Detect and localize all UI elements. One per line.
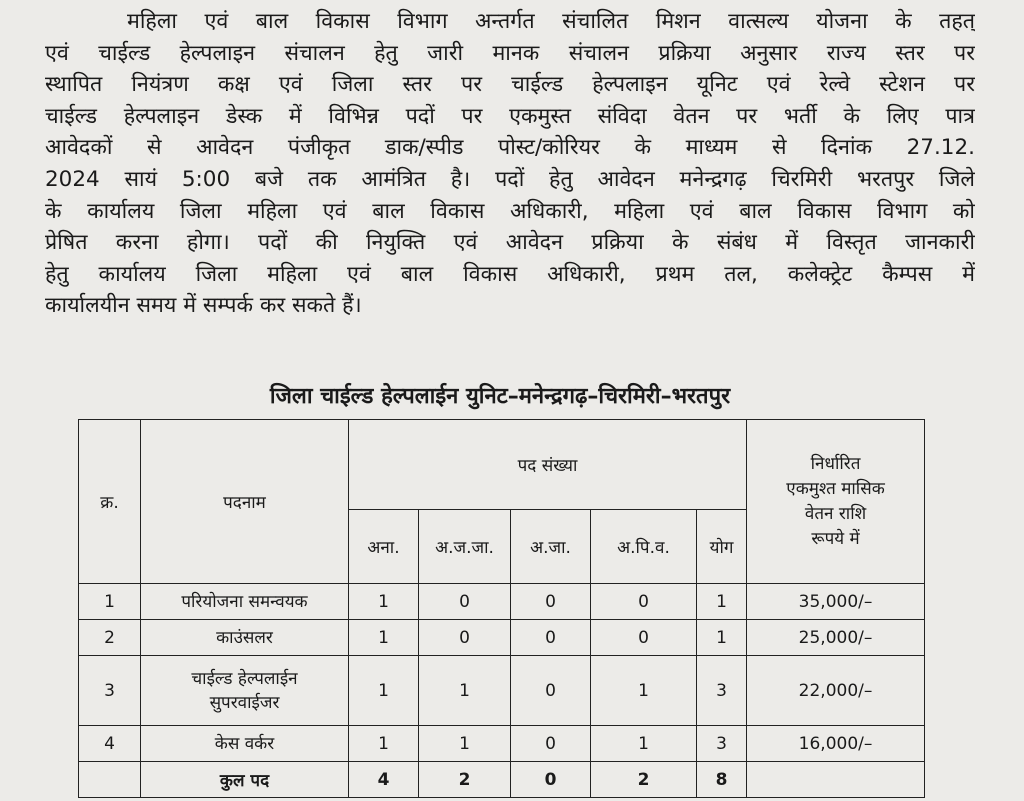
row-count: 0 [511, 584, 591, 620]
paragraph-line: एवं चाईल्ड हेल्पलाइन संचालन हेतु जारी मानक संचालन प्रक्रिया अनुसार राज्य स्तर पर [45, 40, 975, 66]
header-salary-line: वेतन राशि [804, 503, 867, 524]
row-count: 0 [419, 584, 511, 620]
row-count: 1 [349, 620, 419, 656]
header-salary-line: एकमुश्त मासिक [786, 478, 885, 499]
row-salary: 35,000/– [747, 584, 925, 620]
row-post-name [141, 620, 349, 656]
post-name-line: परियोजना समन्वयक [181, 591, 308, 612]
row-count: 0 [591, 620, 697, 656]
total-count: 2 [419, 762, 511, 798]
row-count: 1 [697, 620, 747, 656]
header-category: अ.ज.जा. [419, 510, 511, 584]
row-count: 0 [511, 620, 591, 656]
row-count: 0 [591, 584, 697, 620]
row-count: 0 [419, 620, 511, 656]
row-count: 1 [591, 726, 697, 762]
paragraph-line: चाईल्ड हेल्पलाइन डेस्क में विभिन्न पदों पर एकमुस्त संविदा वेतन पर भर्ती के लिए पात्र [45, 103, 975, 129]
row-count: 1 [349, 584, 419, 620]
table-row [79, 620, 925, 656]
paragraph-line: प्रेषित करना होगा। पदों की नियुक्ति एवं आवेदन प्रक्रिया के संबंध में विस्तृत जानकारी [45, 230, 975, 256]
total-count: 2 [591, 762, 697, 798]
post-name-line: चाईल्ड हेल्पलाईन [191, 668, 298, 689]
table-title: जिला चाईल्ड हेल्पलाईन युनिट–मनेन्द्रगढ़–चिरमिरी–भरतपुर [269, 384, 731, 409]
row-salary: 25,000/– [747, 620, 925, 656]
header-category: अना. [349, 510, 419, 584]
total-count: 0 [511, 762, 591, 798]
paragraph-line: आवेदकों से आवेदन पंजीकृत डाक/स्पीड पोस्ट/कोरियर के माध्यम से दिनांक 27.12. [45, 135, 975, 161]
table-row [79, 584, 925, 620]
paragraph-line: कार्यालयीन समय में सम्पर्क कर सकते हैं। [45, 293, 362, 319]
header-post-name: पदनाम [141, 420, 349, 584]
row-count: 1 [419, 726, 511, 762]
row-count: 1 [419, 656, 511, 726]
row-salary: 16,000/– [747, 726, 925, 762]
row-count: 0 [511, 726, 591, 762]
total-row [79, 762, 925, 798]
row-serial: 1 [79, 584, 141, 620]
header-salary-line: रूपये में [811, 528, 860, 549]
post-name-line: काउंसलर [216, 627, 273, 648]
row-count: 1 [697, 584, 747, 620]
post-name-line: केस वर्कर [214, 733, 275, 754]
row-count: 1 [349, 726, 419, 762]
row-count: 0 [511, 656, 591, 726]
header-serial: क्र. [79, 420, 141, 584]
row-serial: 4 [79, 726, 141, 762]
row-serial: 2 [79, 620, 141, 656]
header-category: योग [697, 510, 747, 584]
header-category: अ.पि.व. [591, 510, 697, 584]
paragraph-line: 2024 सायं 5:00 बजे तक आमंत्रित है। पदों हेतु आवेदन मनेन्द्रगढ़ चिरमिरी भरतपुर जिले [45, 166, 975, 192]
row-post-name [141, 656, 349, 726]
row-count: 3 [697, 726, 747, 762]
row-count: 3 [697, 656, 747, 726]
total-salary-empty [747, 762, 925, 798]
table-row [79, 656, 925, 726]
paragraph-line: हेतु कार्यालय जिला महिला एवं बाल विकास अधिकारी, प्रथम तल, कलेक्ट्रेट कैम्पस में [45, 261, 975, 287]
row-serial: 3 [79, 656, 141, 726]
total-count: 4 [349, 762, 419, 798]
paragraph-line: महिला एवं बाल विकास विभाग अन्तर्गत संचालित मिशन वात्सल्य योजना के तहत् [127, 9, 975, 34]
posts-table [78, 419, 925, 798]
total-label: कुल पद [141, 762, 349, 798]
row-salary: 22,000/– [747, 656, 925, 726]
row-count: 1 [591, 656, 697, 726]
header-post-count: पद संख्या [349, 420, 747, 510]
table-row [79, 726, 925, 762]
row-post-name [141, 584, 349, 620]
header-salary [747, 420, 925, 584]
post-name-line: सुपरवाईजर [209, 692, 280, 713]
header-category: अ.जा. [511, 510, 591, 584]
total-serial-empty [79, 762, 141, 798]
paragraph-line: स्थापित नियंत्रण कक्ष एवं जिला स्तर पर चाईल्ड हेल्पलाइन यूनिट एवं रेल्वे स्टेशन पर [45, 72, 975, 98]
header-salary-line: निर्धारित [810, 453, 861, 474]
row-post-name [141, 726, 349, 762]
row-count: 1 [349, 656, 419, 726]
total-count: 8 [697, 762, 747, 798]
paragraph-line: के कार्यालय जिला महिला एवं बाल विकास अधिकारी, महिला एवं बाल विकास विभाग को [45, 198, 975, 224]
notice-paragraph [45, 6, 975, 322]
